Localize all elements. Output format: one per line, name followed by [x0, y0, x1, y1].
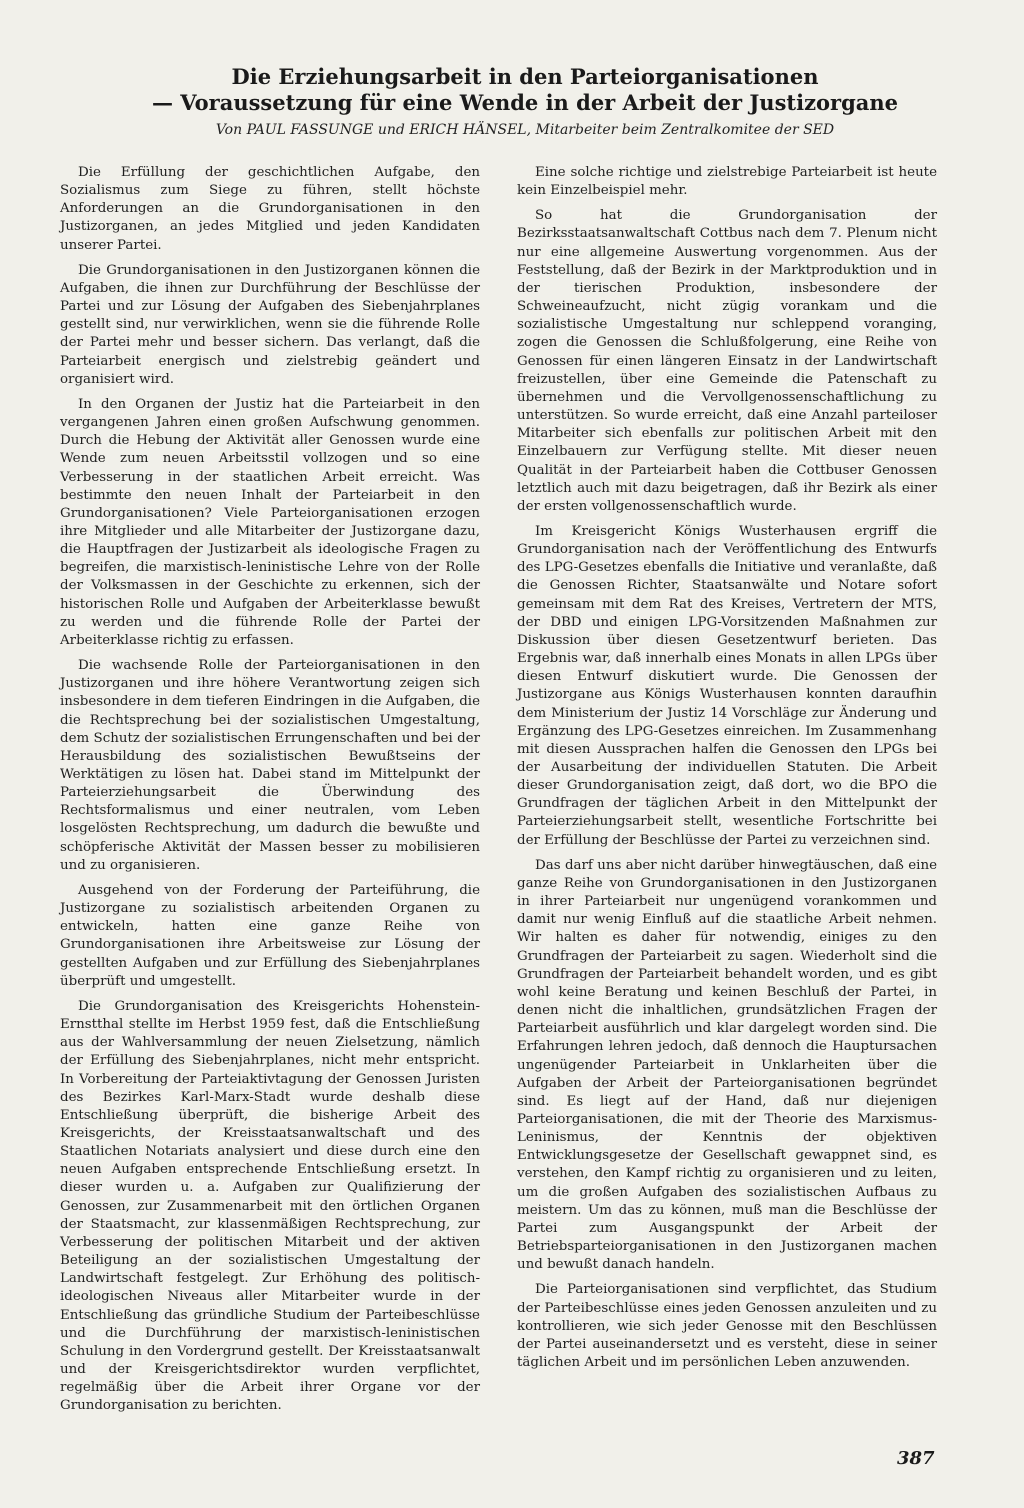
title-line-2: — Voraussetzung für eine Wende in der Arbeit der Justizorgane [151, 90, 898, 115]
paragraph: Die Grundorganisationen in den Justizorganen können die Aufgaben, die ihnen zur Durchführung der Beschlüsse der Partei und zur Lösung der Aufgaben des Siebenjahrplanes gestellt sind, nur verwirklichen, wenn sie die führende Rolle der Partei mehr und besser sichern. Das verlangt, daß die Parteiarbeit energisch und zielstrebig geändert und organisiert wird. [60, 262, 480, 387]
paragraph: Im Kreisgericht Königs Wusterhausen ergriff die Grundorganisation nach der Veröffentlichung des Entwurfs des LPG-Gesetzes ebenfalls die Initiative und veranlaßte, daß die Genossen Richter, Staatsanwälte und Notare sofort gemeinsam mit dem Rat des Kreises, Vertretern der MTS, der DBD und einigen LPG-Vorsitzenden Maßnahmen zur Diskussion über diesen Gesetzentwurf berieten. Das Ergebnis war, daß innerhalb eines Monats in allen LPGs über diesen Entwurf diskutiert wurde. Die Genossen der Justizorgane aus Königs Wusterhausen konnten daraufhin dem Ministerium der Justiz 14 Vorschläge zur Änderung und Ergänzung des LPG-Gesetzes einreichen. Im Zusammenhang mit diesen Aussprachen halfen die Genossen den LPGs bei der Ausarbeitung der individuellen Statuten. Die Arbeit dieser Grundorganisation zeigt, daß dort, wo die BPO die Grundfragen der täglichen Arbeit in den Mittelpunkt der Parteierziehungsarbeit stellt, wesentliche Fortschritte bei der Erfüllung der Beschlüsse der Partei zu verzeichnen sind. [517, 523, 937, 848]
left-column [60, 164, 480, 1422]
paragraph: So hat die Grundorganisation der Bezirksstaatsanwaltschaft Cottbus nach dem 7. Plenum nicht nur eine allgemeine Auswertung vorgenommen. Aus der Feststellung, daß der Bezirk in der Marktproduktion und in der tierischen Produktion, insbesondere der Schweineaufzucht, nicht zügig vorankam und die sozialistische Umgestaltung nur schleppend voranging, zogen die Genossen die Schlußfolgerung, eine Reihe von Genossen für einen längeren Einsatz in der Landwirtschaft freizustellen, über eine Gemeinde die Patenschaft zu übernehmen und die Vervollgenossenschaftlichung zu unterstützen. So wurde erreicht, daß eine Anzahl parteiloser Mitarbeiter sich ebenfalls zur politischen Arbeit mit den Einzelbauern zur Verfügung stellte. Mit dieser neuen Qualität in der Parteiarbeit haben die Cottbuser Genossen letztlich auch mit dazu beigetragen, daß ihr Bezirk als einer der ersten vollgenossenschaftlich wurde. [517, 208, 937, 514]
paragraph: Die Erfüllung der geschichtlichen Aufgabe, den Sozialismus zum Siege zu führen, stellt höchste Anforderungen an die Grundorganisationen in den Justizorganen, an jedes Mitglied und jeden Kandidaten unserer Partei. [60, 165, 480, 253]
paragraph: Die Grundorganisation des Kreisgerichts Hohenstein-Ernstthal stellte im Herbst 1959 fest, daß die Entschließung aus der Wahlversammlung der neuen Zielsetzung, nämlich der Erfüllung des Siebenjahrplanes, nicht mehr entspricht. In Vorbereitung der Parteiaktivtagung der Genossen Juristen des Bezirkes Karl-Marx-Stadt wurde deshalb diese Entschließung überprüft, die bisherige Arbeit des Kreisgerichts, der Kreisstaatsanwaltschaft und des Staatlichen Notariats analysiert und diese durch eine den neuen Aufgaben entsprechende Entschließung ersetzt. In dieser wurden u. a. Aufgaben zur Qualifizierung der Genossen, zur Zusammenarbeit mit den örtlichen Organen der Staatsmacht, zur klassenmäßigen Rechtsprechung, zur Verbesserung der politischen Mitarbeit und der aktiven Beteiligung an der sozialistischen Umgestaltung der Landwirtschaft festgelegt. Zur Erhöhung des politisch-ideologischen Niveaus aller Mitarbeiter wurde in der Entschließung das gründliche Studium der Parteibeschlüsse und die Durchführung der marxistisch-leninistischen Schulung in den Vordergrund gestellt. Der Kreisstaatsanwalt und der Kreisgerichtsdirektor wurden verpflichtet, regelmäßig über die Arbeit ihrer Organe vor der Grundorganisation zu berichten. [60, 998, 480, 1414]
article-header [60, 64, 990, 140]
article-title [60, 64, 990, 116]
page-number: 387 [897, 1448, 935, 1469]
paragraph: Eine solche richtige und zielstrebige Parteiarbeit ist heute kein Einzelbeispiel mehr. [517, 165, 937, 199]
byline: Von PAUL FASSUNGE und ERICH HÄNSEL, Mitarbeiter beim Zentralkomitee der SED [215, 122, 835, 138]
paragraph: Das darf uns aber nicht darüber hinwegtäuschen, daß eine ganze Reihe von Grundorganisationen in den Justizorganen in ihrer Parteiarbeit nur ungenügend vorankommen und damit nur wenig Einfluß auf die staatliche Arbeit nehmen. Wir halten es daher für notwendig, einiges zu den Grundfragen der Parteiarbeit zu sagen. Wiederholt sind die Grundfragen der Parteiarbeit behandelt worden, und es gibt wohl keine Beratung und keinen Beschluß der Partei, in denen nicht die inhaltlichen, grundsätzlichen Fragen der Parteiarbeit ausführlich und klar dargelegt worden sind. Die Erfahrungen lehren jedoch, daß dennoch die Hauptursachen ungenügender Parteiarbeit in Unklarheiten über die Aufgaben der Arbeit der Parteiorganisationen begründet sind. Es liegt auf der Hand, daß nur diejenigen Parteiorganisationen, die mit der Theorie des Marxismus-Leninismus, der Kenntnis der objektiven Entwicklungsgesetze der Gesellschaft gewappnet sind, es verstehen, den Kampf richtig zu organisieren und zu leiten, um die großen Aufgaben des sozialistischen Aufbaus zu meistern. Um das zu können, muß man die Beschlüsse der Partei zum Ausgangspunkt der Arbeit der Betriebsparteiorganisationen in den Justizorganen machen und bewußt danach handeln. [517, 857, 937, 1273]
title-line-1: Die Erziehungsarbeit in den Parteiorganisationen [231, 64, 819, 89]
paragraph: Ausgehend von der Forderung der Parteiführung, die Justizorgane zu sozialistisch arbeitenden Organen zu entwickeln, hatten eine ganze Reihe von Grundorganisationen ihre Arbeitsweise zur Lösung der gestellten Aufgaben und zur Erfüllung des Siebenjahrplanes überprüft und umgestellt. [60, 882, 480, 989]
paragraph: Die Parteiorganisationen sind verpflichtet, das Studium der Parteibeschlüsse eines jeden Genossen anzuleiten und zu kontrollieren, wie sich jeder Genosse mit den Beschlüssen der Partei auseinandersetzt und es versteht, diese in seiner täglichen Arbeit und im persönlichen Leben anzuwenden. [517, 1282, 937, 1370]
right-column [517, 164, 937, 1379]
paragraph: Die wachsende Rolle der Parteiorganisationen in den Justizorganen und ihre höhere Verantwortung zeigen sich insbesondere in dem tieferen Eindringen in die Aufgaben, die die Rechtsprechung bei der sozialistischen Umgestaltung, dem Schutz der sozialistischen Errungenschaften und bei der Herausbildung des sozialistischen Bewußtseins der Werktätigen zu lösen hat. Dabei stand im Mittelpunkt der Parteierziehungsarbeit die Überwindung des Rechtsformalismus und einer neutralen, vom Leben losgelösten Rechtsprechung, um dadurch die bewußte und schöpferische Aktivität der Massen besser zu mobilisieren und zu organisieren. [60, 658, 480, 873]
paragraph: In den Organen der Justiz hat die Parteiarbeit in den vergangenen Jahren einen großen Aufschwung genommen. Durch die Hebung der Aktivität aller Genossen wurde eine Wende zum neuen Arbeitsstil vollzogen und so eine Verbesserung in der staatlichen Arbeit erreicht. Was bestimmte den neuen Inhalt der Parteiarbeit in den Grundorganisationen? Viele Parteiorganisationen erzogen ihre Mitglieder und alle Mitarbeiter der Justizorgane dazu, die Hauptfragen der Justizarbeit als ideologische Fragen zu begreifen, die marxistisch-leninistische Lehre von der Rolle der Volksmassen in der Geschichte zu erkennen, sich der historischen Rolle und Aufgaben der Arbeiterklasse bewußt zu werden und die führende Rolle der Partei der Arbeiterklasse richtig zu erfassen. [60, 396, 480, 648]
